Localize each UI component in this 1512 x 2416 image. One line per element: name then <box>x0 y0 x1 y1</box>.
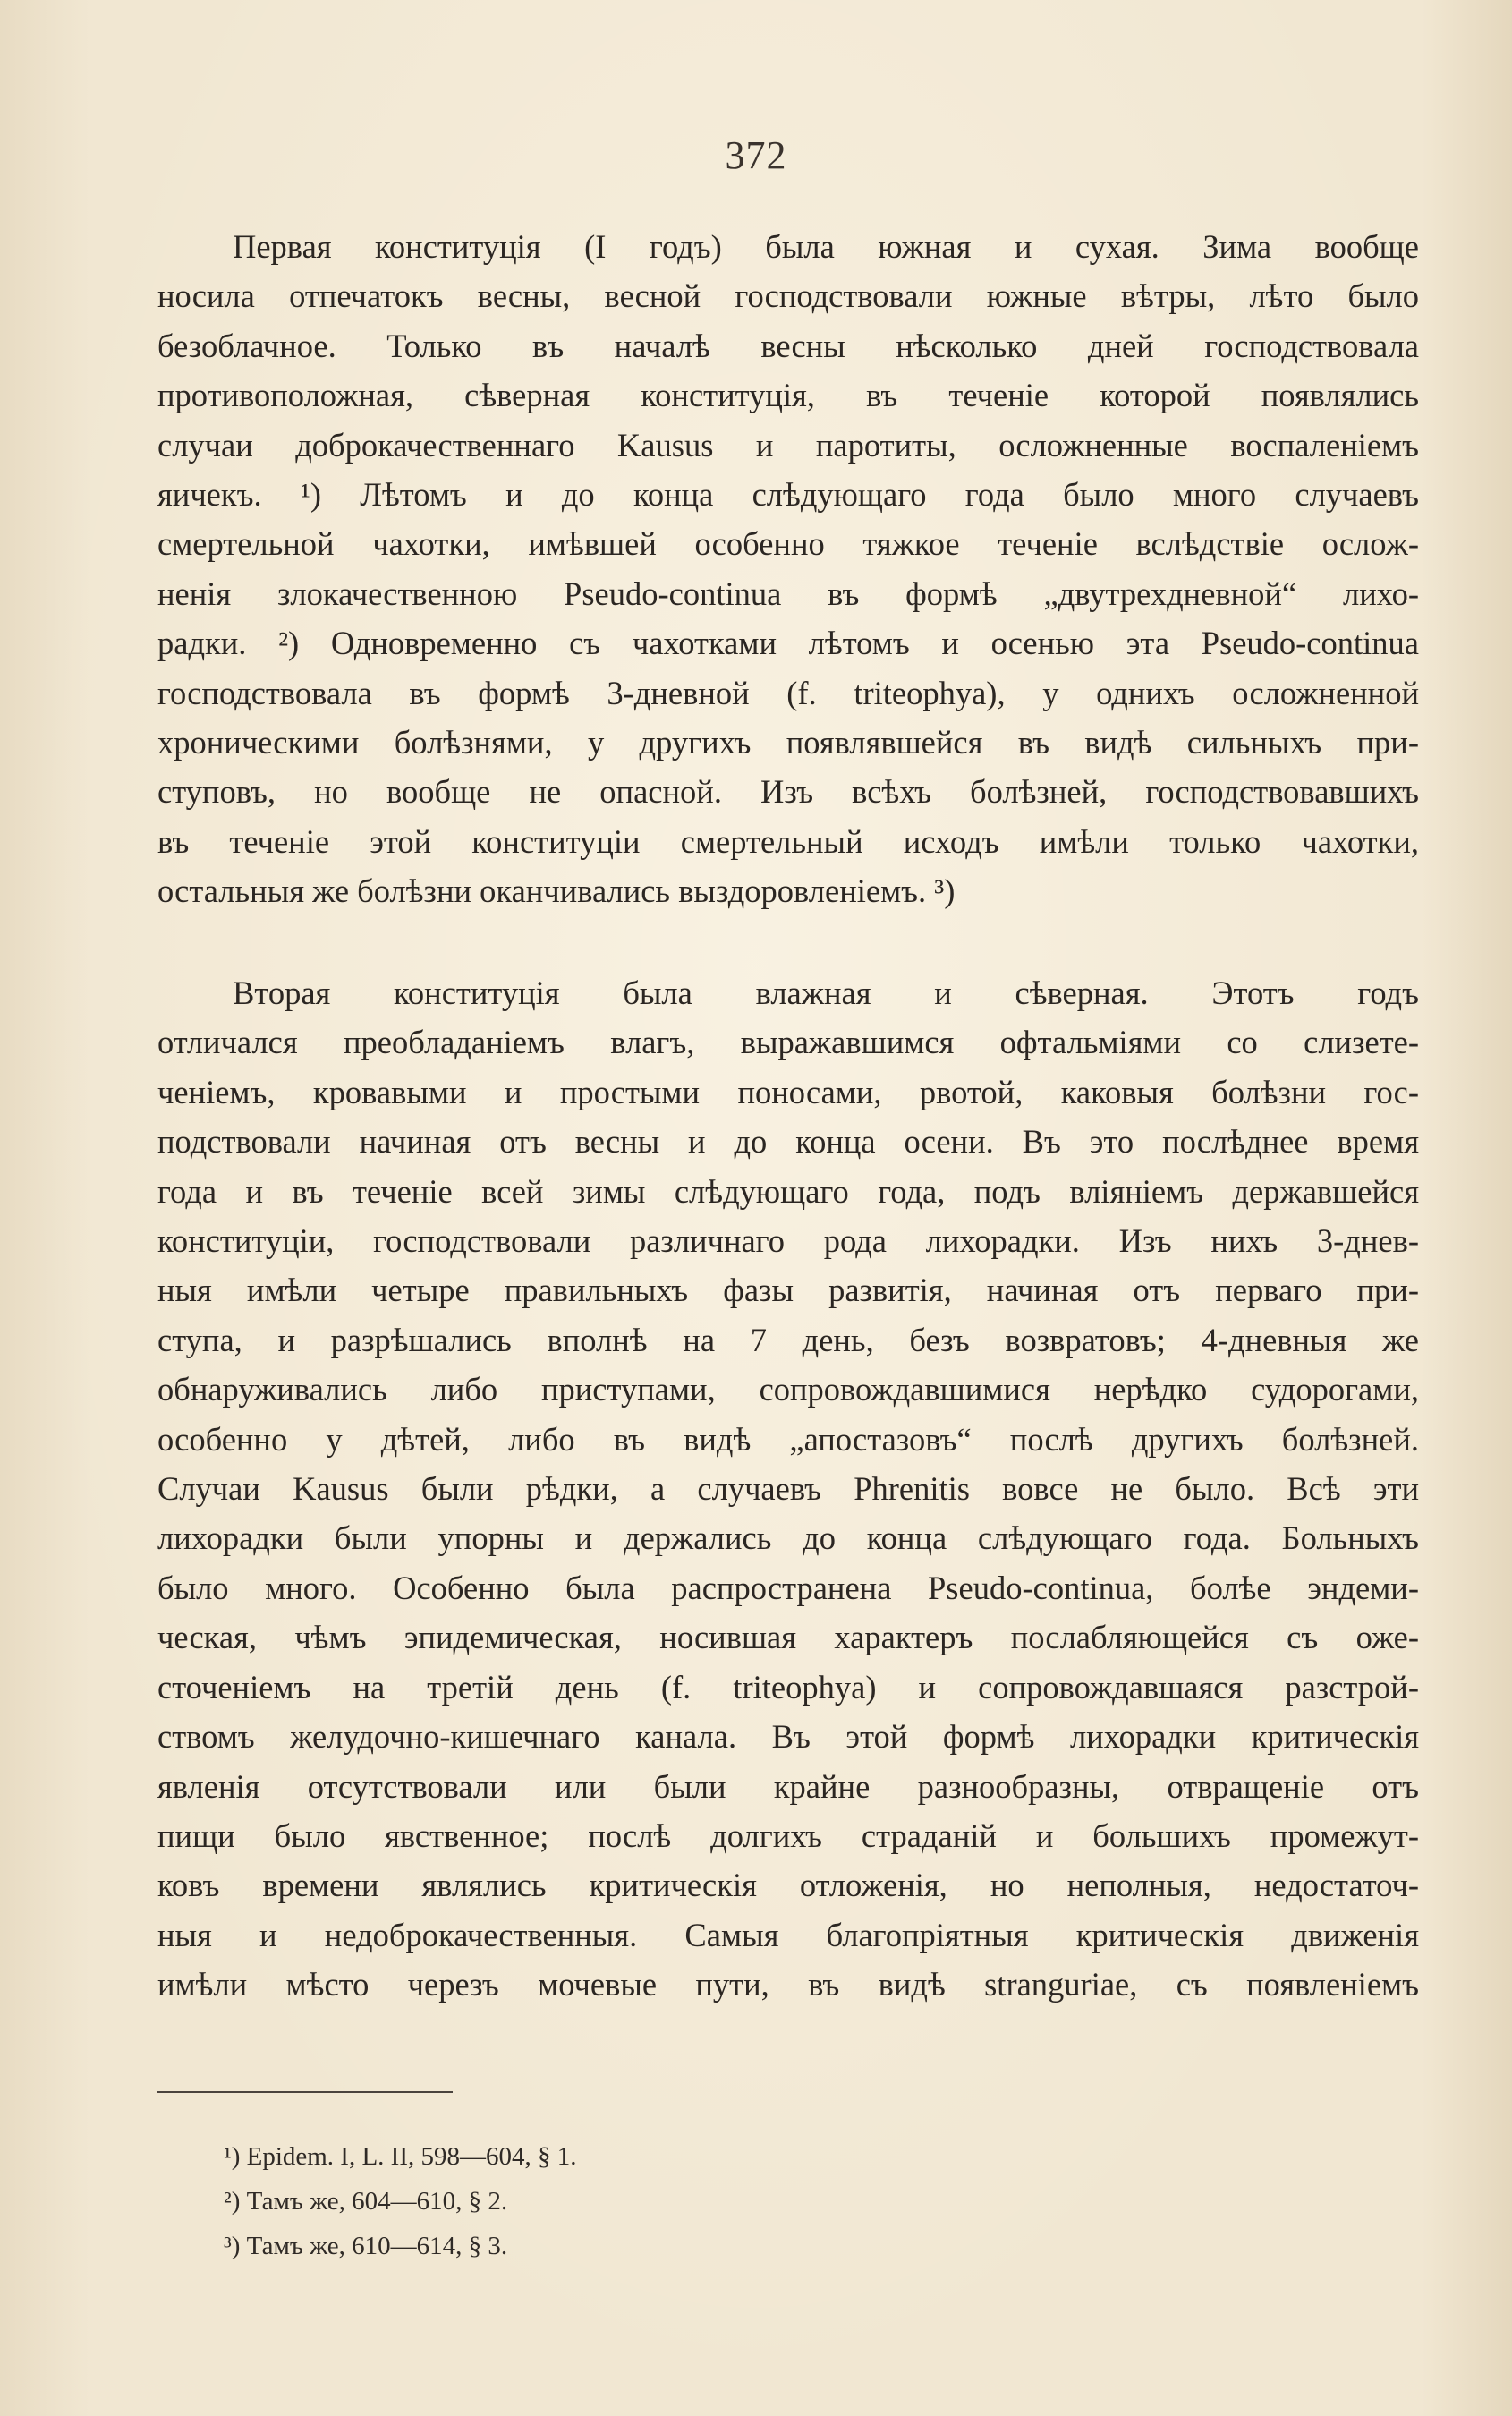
page-number: 372 <box>725 133 787 177</box>
text-line: яичекъ. ¹) Лѣтомъ и до конца слѣдующаго года было много случаевъ <box>157 476 1419 514</box>
text-line: ныя имѣли четыре правильныхъ фазы развитія, начиная отъ перваго при- <box>157 1272 1419 1309</box>
text-line: имѣли мѣсто черезъ мочевые пути, въ видѣ stranguriae, съ появленіемъ <box>157 1966 1419 2003</box>
text-line: случаи доброкачественнаго Kausus и паротиты, осложненные воспаленіемъ <box>157 426 1419 464</box>
text-line: Случаи Kausus были рѣдки, а случаевъ Phrenitis вовсе не было. Всѣ эти <box>157 1470 1419 1508</box>
text-line: въ теченіе этой конституціи смертельный исходъ имѣли только чахотки, <box>157 822 1419 860</box>
footnote-3: ³) Тамъ же, 610—614, § 3. <box>224 2232 508 2260</box>
text-line: смертельной чахотки, имѣвшей особенно тяжкое теченіе вслѣдствіе ослож- <box>157 525 1419 563</box>
text-line: особенно у дѣтей, либо въ видѣ „апостазовъ“ послѣ другихъ болѣзней. <box>157 1420 1419 1458</box>
text-line: ствомъ желудочно-кишечнаго канала. Въ этой формѣ лихорадки критическія <box>157 1718 1419 1756</box>
text-line: ступа, и разрѣшались вполнѣ на 7 день, безъ возвратовъ; 4-дневныя же <box>157 1321 1419 1358</box>
text-line: года и въ теченіе всей зимы слѣдующаго года, подъ вліяніемъ державшейся <box>157 1172 1419 1210</box>
text-line: конституціи, господствовали различнаго рода лихорадки. Изъ нихъ 3-днев- <box>157 1222 1419 1260</box>
text-line: ненія злокачественною Pseudo-continua въ формѣ „двутрехдневной“ лихо- <box>157 574 1419 612</box>
text-line: носила отпечатокъ весны, весной господствовали южные вѣтры, лѣто было <box>157 277 1419 315</box>
paragraph-first-constitution <box>157 222 1419 916</box>
text-line: лихорадки были упорны и держались до конца слѣдующаго года. Больныхъ <box>157 1519 1419 1557</box>
text-line: обнаруживались либо приступами, сопровождавшимися нерѣдко судорогами, <box>157 1371 1419 1408</box>
footnote-divider <box>157 2091 453 2093</box>
text-line: радки. ²) Одновременно съ чахотками лѣтомъ и осенью эта Pseudo-continua <box>157 625 1419 662</box>
text-line: Первая конституція (I годъ) была южная и сухая. Зима вообще <box>233 228 1419 265</box>
footnote-2: ²) Тамъ же, 604—610, § 2. <box>224 2187 508 2216</box>
footnotes <box>224 2134 577 2268</box>
text-line: остальныя же болѣзни оканчивались выздоровленіемъ. ³) <box>157 872 956 910</box>
text-line: ченіемъ, кровавыми и простыми поносами, рвотой, каковыя болѣзни гос- <box>157 1073 1419 1110</box>
footnote-1: ¹) Epidem. I, L. II, 598—604, § 1. <box>224 2142 577 2171</box>
text-line: господствовала въ формѣ 3-дневной (f. triteophya), у однихъ осложненной <box>157 674 1419 711</box>
text-line: сточеніемъ на третій день (f. triteophya) и сопровождавшаяся разстрой- <box>157 1668 1419 1706</box>
text-line: явленія отсутствовали или были крайне разнообразны, отвращеніе отъ <box>157 1767 1419 1805</box>
text-line: хроническими болѣзнями, у другихъ появлявшейся въ видѣ сильныхъ при- <box>157 724 1419 761</box>
text-line: было много. Особенно была распространена Pseudo-continua, болѣе эндеми- <box>157 1569 1419 1606</box>
text-line: ныя и недоброкачественныя. Самыя благопріятныя критическія движенія <box>157 1916 1419 1953</box>
text-line: отличался преобладаніемъ влагъ, выражавшимся офтальміями со слизете- <box>157 1024 1419 1061</box>
text-line: ступовъ, но вообще не опасной. Изъ всѣхъ болѣзней, господствовавшихъ <box>157 773 1419 811</box>
text-line: Вторая конституція была влажная и сѣверная. Этотъ годъ <box>233 974 1419 1011</box>
text-line: противоположная, сѣверная конституція, въ теченіе которой появлялись <box>157 377 1419 414</box>
text-line: подствовали начиная отъ весны и до конца осени. Въ это послѣднее время <box>157 1123 1419 1161</box>
text-line: ческая, чѣмъ эпидемическая, носившая характеръ послабляющейся съ оже- <box>157 1619 1419 1656</box>
text-line: безоблачное. Только въ началѣ весны нѣсколько дней господствовала <box>157 327 1419 364</box>
text-line: ковъ времени являлись критическія отложенія, но неполныя, недостаточ- <box>157 1867 1419 1904</box>
paragraph-second-constitution <box>157 968 1419 2010</box>
text-line: пищи было явственное; послѣ долгихъ страданій и большихъ промежут- <box>157 1816 1419 1854</box>
